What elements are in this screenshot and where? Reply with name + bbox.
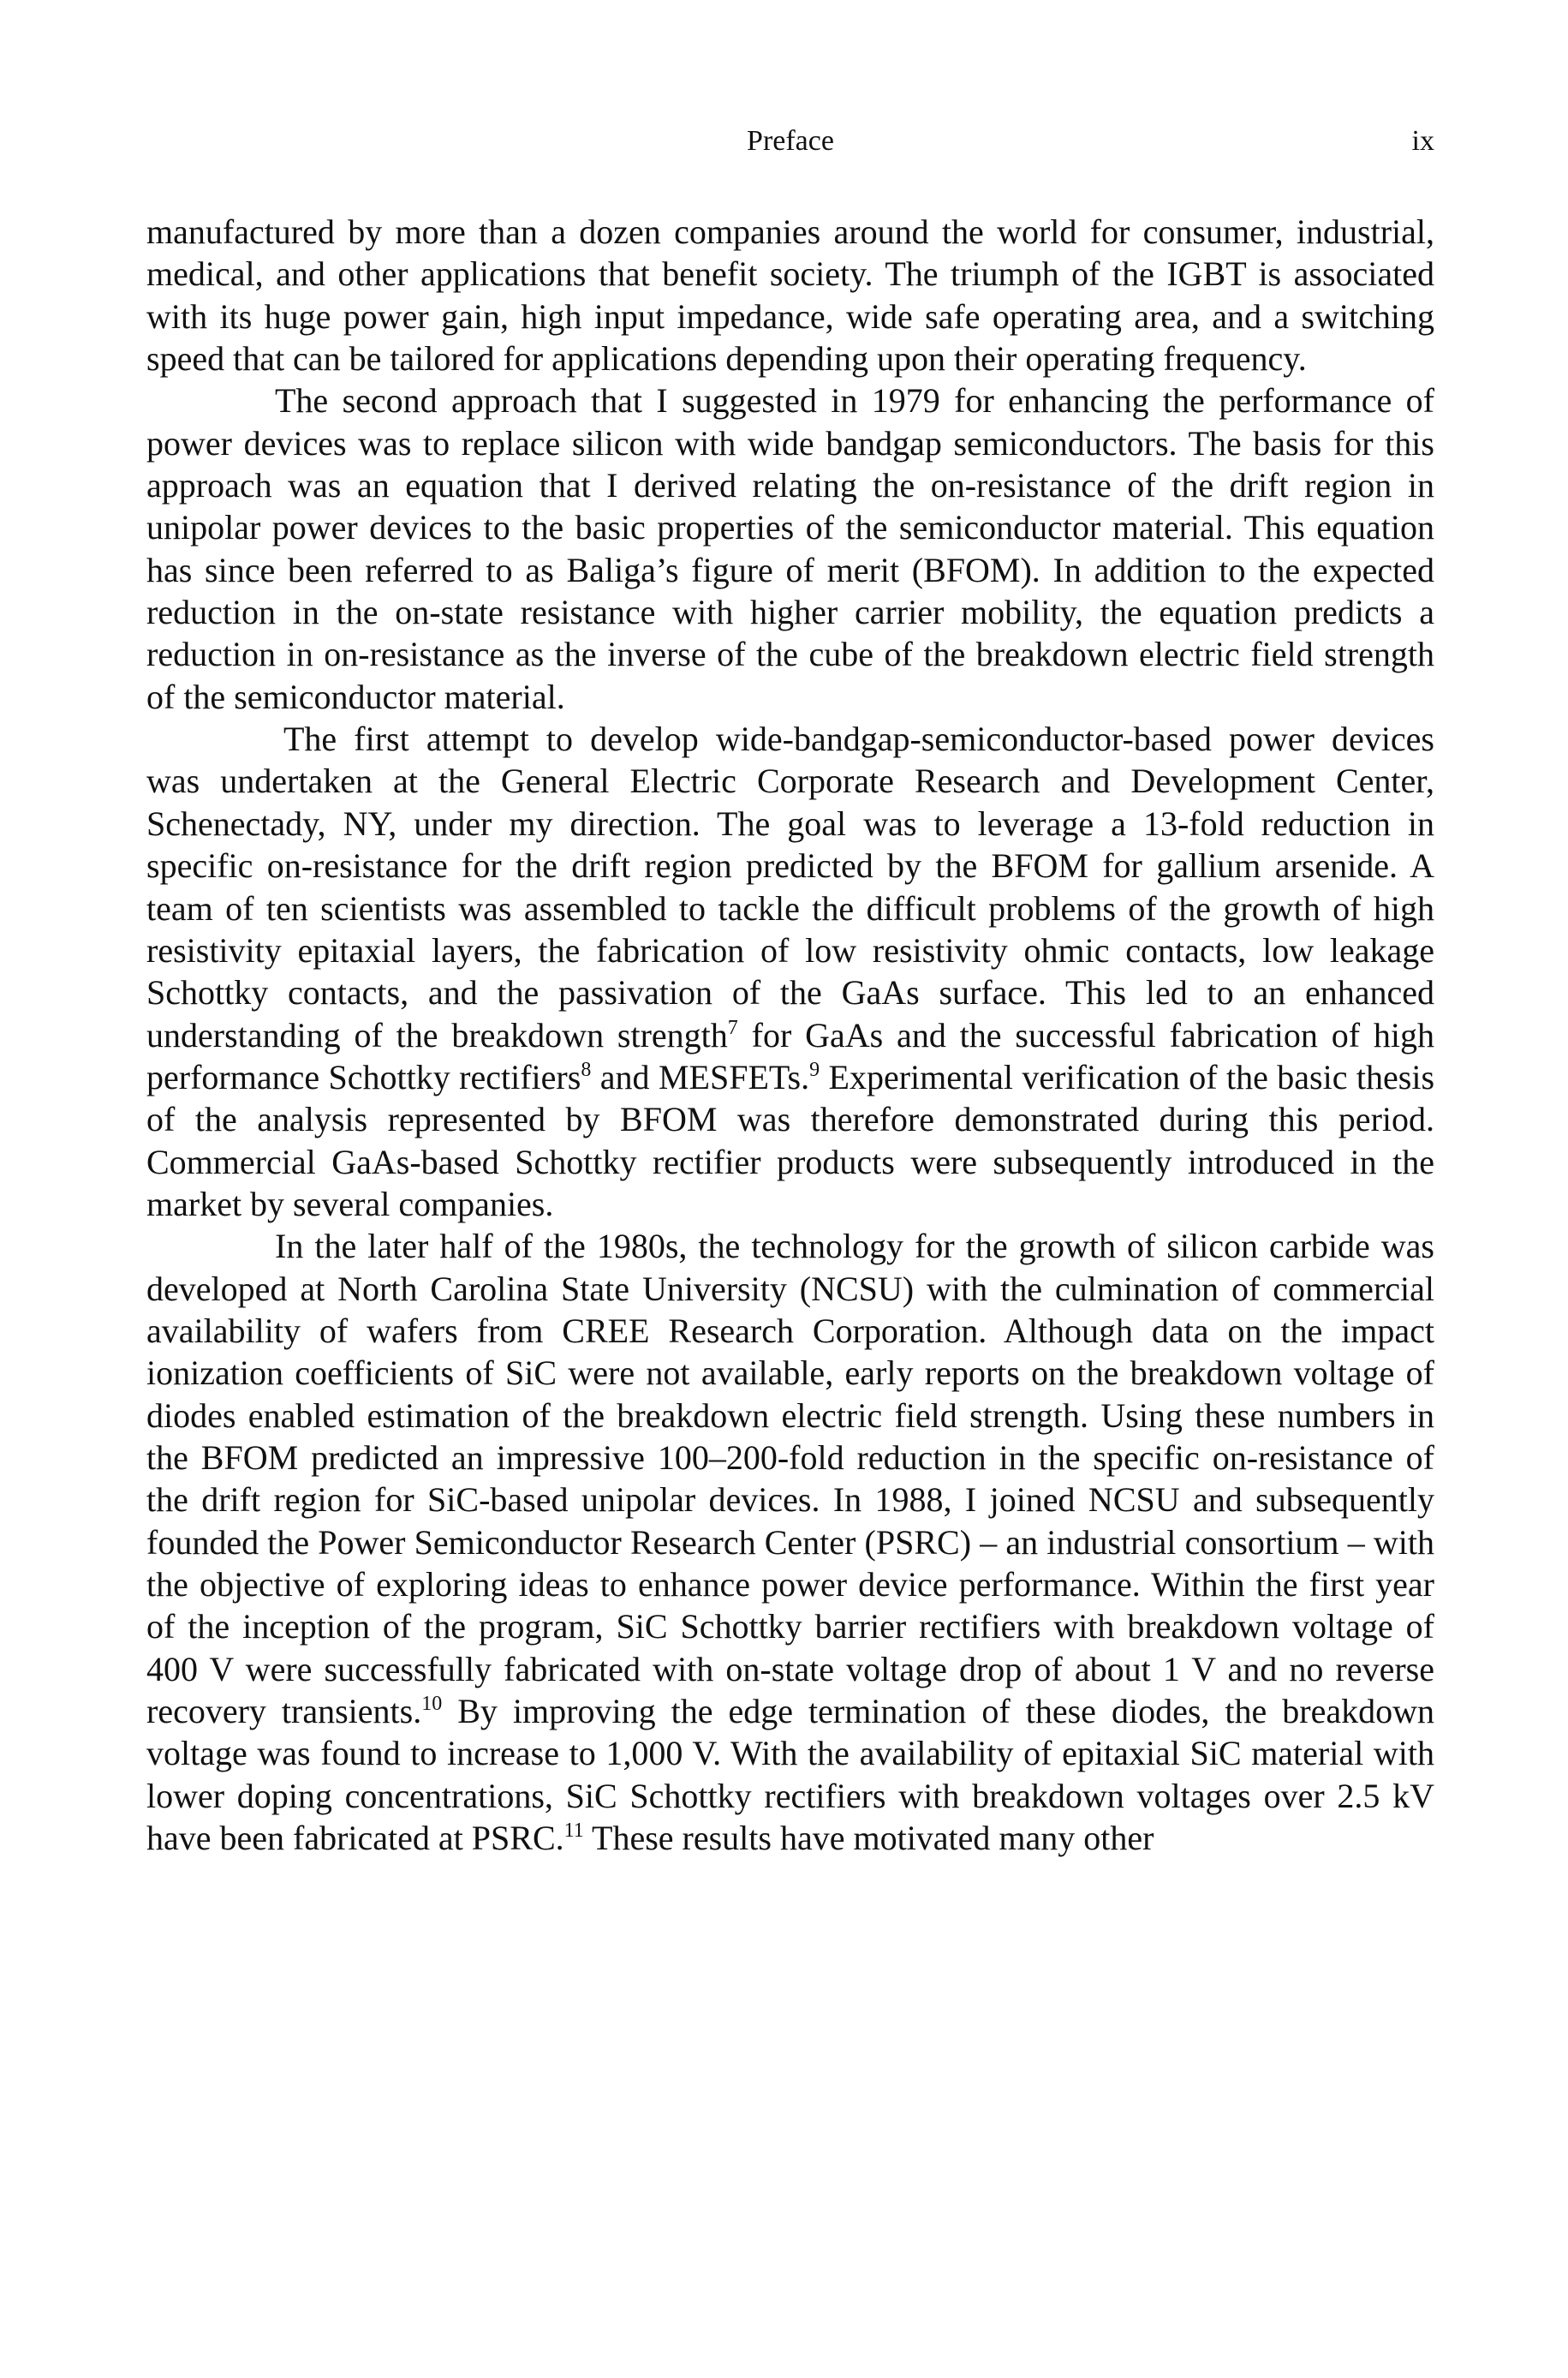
paragraph-text: The first attempt to develop wide-bandgap-semiconductor-based power devices was undertaken at the General Electric Corporate Research and Development Center, Schenectady, NY, under my direction. The goal was to leverage a 13-fold reduction in specific on-resistance for the drift region predicted by the BFOM for gallium arsenide. A team of ten scientists was assembled to tackle the difficult problems of the growth of high resistivity epitaxial layers, the fabrication of low resistivity ohmic contacts, low leakage Schottky contacts, and the passivation of the GaAs surface. This led to an enhanced understanding of the breakdown strength bbox=[146, 720, 1434, 1055]
body-text bbox=[146, 211, 1434, 1859]
reference-superscript: 8 bbox=[581, 1058, 592, 1081]
page-number: ix bbox=[1411, 125, 1434, 157]
paragraph-gaas bbox=[146, 718, 1434, 1225]
reference-superscript: 10 bbox=[421, 1693, 443, 1716]
paragraph-text: The second approach that I suggested in 1979 for enhancing the performance of power devices was to replace silicon with wide bandgap semiconductors. The basis for this approach was an equation that I derived relating the on-resistance of the drift region in unipolar power devices to the basic properties of the semiconductor material. This equation has since been referred to as Baliga’s figure of merit (BFOM). In addition to the expected reduction in the on-state resistance with higher carrier mobility, the equation predicts a reduction in on-resistance as the inverse of the cube of the breakdown electric field strength of the semiconductor material. bbox=[146, 381, 1434, 716]
paragraph-text: manufactured by more than a dozen companies around the world for consumer, industrial, medical, and other applications that benefit society. The triumph of the IGBT is associated with its huge power gain, high input impedance, wide safe operating area, and a switching speed that can be tailored for applications depending upon their operating frequency. bbox=[146, 212, 1434, 379]
paragraph-text: Experimental verification of the basic thesis of the analysis represented by BFOM was therefore demonstrated during this period. Commercial GaAs-based Schottky rectifier products were subsequently introduced in the market by several companies. bbox=[146, 1057, 1435, 1223]
paragraph-sic bbox=[146, 1225, 1434, 1859]
paragraph-text: for GaAs and the successful fabrication of high performance Schottky rectifiers bbox=[146, 1015, 1434, 1096]
paragraph-text: and MESFETs. bbox=[591, 1057, 810, 1096]
paragraph-text: By improving the edge termination of these diodes, the breakdown voltage was found to increase to 1,000 V. With the availability of epitaxial SiC material with lower doping concentrations, SiC Schottky rectifiers with breakdown voltages over 2.5 kV have been fabricated at PSRC. bbox=[146, 1692, 1434, 1858]
reference-superscript: 9 bbox=[809, 1058, 820, 1081]
paragraph-text: In the later half of the 1980s, the technology for the growth of silicon carbide was developed at North Carolina State University (NCSU) with the culmination of commercial availability of wafers from CREE Research Corporation. Although data on the impact ionization coefficients of SiC were not available, early reports on the breakdown voltage of diodes enabled estimation of the breakdown electric field strength. Using these numbers in the BFOM predicted an impressive 100–200-fold reduction in the specific on-resistance of the drift region for SiC-based unipolar devices. In 1988, I joined NCSU and subsequently founded the Power Semiconductor Research Center (PSRC) – an industrial consortium – with the objective of exploring ideas to enhance power device performance. Within the first year of the inception of the program, SiC Schottky barrier rectifiers with breakdown voltage of 400 V were successfully fabricated with on-state voltage drop of about 1 V and no reverse recovery transients. bbox=[146, 1227, 1434, 1731]
paragraph-igbt-continuation bbox=[146, 211, 1434, 379]
running-title: Preface bbox=[747, 125, 834, 157]
running-head bbox=[146, 120, 1434, 163]
reference-superscript: 11 bbox=[563, 1819, 584, 1843]
reference-superscript: 7 bbox=[727, 1016, 738, 1039]
paragraph-bfom bbox=[146, 379, 1434, 718]
paragraph-text: These results have motivated many other bbox=[583, 1819, 1154, 1858]
